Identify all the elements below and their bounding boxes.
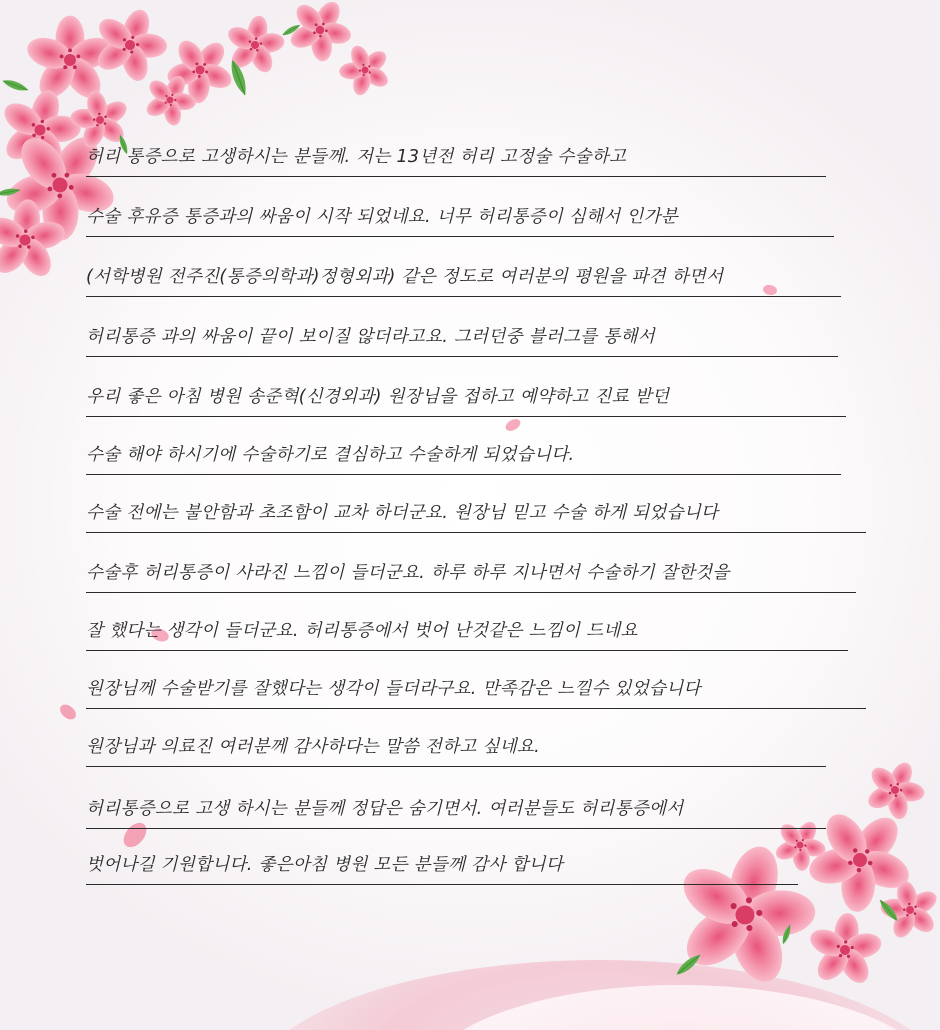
letter-line: 허리통증 과의 싸움이 끝이 보이질 않더라고요. 그러던중 블러그를 통해서	[86, 320, 838, 357]
letter-line: 허리 통증으로 고생하시는 분들께. 저는 13년전 허리 고정술 수술하고	[86, 140, 826, 177]
letter-line: 수술 후유증 통증과의 싸움이 시작 되었네요. 너무 허리통증이 심해서 인가분	[86, 200, 834, 237]
letter-line: (서학병원 전주진(통증의학과)정형외과) 같은 정도로 여러분의 평원을 파견 하면서	[86, 260, 841, 297]
letter-line: 수술 해야 하시기에 수술하기로 결심하고 수술하게 되었습니다.	[86, 438, 841, 475]
letter-line: 수술후 허리통증이 사라진 느낌이 들더군요. 하루 하루 지나면서 수술하기 잘한것을	[86, 556, 856, 593]
letter-line: 벗어나길 기원합니다. 좋은아침 병원 모든 분들께 감사 합니다	[86, 848, 798, 885]
letter-line: 잘 했다는 생각이 들더군요. 허리통증에서 벗어 난것같은 느낌이 드네요	[86, 614, 848, 651]
letter-line: 허리통증으로 고생 하시는 분들께 정답은 숨기면서. 여러분들도 허리통증에서	[86, 792, 826, 829]
letter-line: 원장님께 수술받기를 잘했다는 생각이 들더라구요. 만족감은 느낄수 있었습니다	[86, 672, 866, 709]
letter-line: 원장님과 의료진 여러분께 감사하다는 말씀 전하고 싶네요.	[86, 730, 826, 767]
letter-line: 수술 전에는 불안함과 초조함이 교차 하더군요. 원장님 믿고 수술 하게 되었습니다	[86, 496, 866, 533]
letter-line: 우리 좋은 아침 병원 송준혁(신경외과) 원장님을 접하고 예약하고 진료 받던	[86, 380, 846, 417]
